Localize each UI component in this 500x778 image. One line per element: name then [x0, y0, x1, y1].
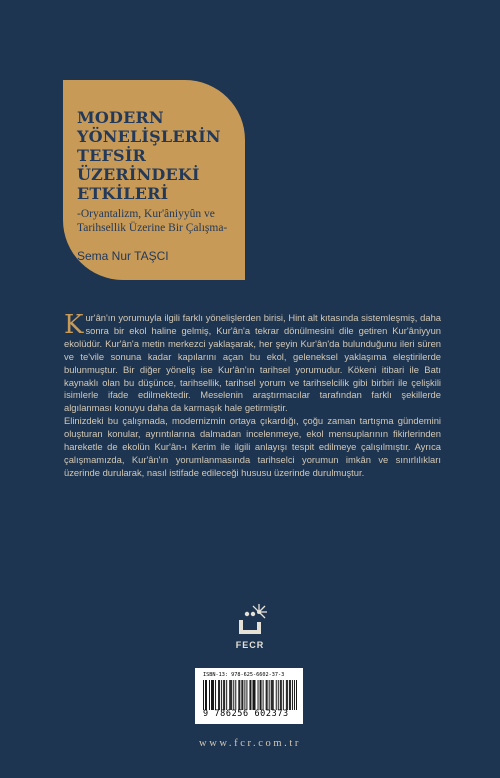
book-title-line-3: TEFSİR [77, 146, 146, 165]
barcode-bars [203, 680, 297, 710]
title-panel [63, 80, 245, 280]
subtitle-line-1: -Oryantalizm, Kur'âniyyûn ve [77, 208, 215, 220]
blurb-paragraph-1 [64, 312, 441, 415]
subtitle-line-2: Tarihsellik Üzerine Bir Çalışma- [77, 222, 228, 234]
publisher-website[interactable]: www.fcr.com.tr [199, 738, 301, 749]
paragraph-1-text: ur'ân'ın yorumuyla ilgili farklı yönelişlerden birisi, Hint alt kıtasında sistemleşmiş, daha sonra bir ekol haline gelmiş, Kur'ân'a tekrar dönülmesini dile getiren Kur'âniyyun ekolüdür. Kur'ân'a metin merkezci yaklaşarak, her şeyin Kur'ân'da bulunduğunu ileri süren ve te'vile sonuna kadar kapılarını açan bu ekol, geleneksel yaklaşıma eleştirilerde bulunmuştur. Bir diğer yöneliş ise Kur'ân'ın tarihsel yorumudur. Kökeni itibari ile Batı kaynaklı olan bu düşünce, tarihsellik, tarihsel yorum ve tarihselcilik gibi birbiri ile çelişkili isimlerle ifade edilmektedir. Meselenin araştırmacılar tarafından farklı şekillerde algılanması konuyu daha da karmaşık hale getirmiştir. [64, 312, 441, 414]
author-name: Sema Nur TAŞCI [77, 249, 169, 263]
book-title-line-4: ÜZERİNDEKİ [77, 165, 200, 184]
blurb [64, 312, 441, 480]
isbn-label: ISBN-13: 978-625-6602-37-3 [203, 672, 285, 678]
book-subtitle [77, 207, 245, 235]
book-title-line-1: MODERN [77, 108, 164, 127]
barcode-number: 9 786256 602373 [203, 709, 289, 719]
publisher-name: FECR [235, 640, 265, 650]
book-title-line-2: YÖNELİŞLERİN [77, 127, 221, 146]
drop-cap: K [64, 310, 84, 340]
barcode [195, 668, 303, 724]
book-title-line-5: ETKİLERİ [77, 184, 169, 203]
blurb-paragraph-2: Elinizdeki bu çalışmada, modernizmin ortaya çıkardığı, çoğu zaman tartışma gündemini oluşturan konular, ayrıntılarına dalmadan incelenmeye, ekol mensuplarının fikirlerinden hareketle de ekolün Kur'ân-ı Kerim ile ilgili anlayışı tespit edilmeye çalışılmıştır. Ayrıca çalışmamızda, Kur'ân'ın yorumlanmasında tarihselci yorumun imkân ve sınırlılıkları üzerinde durularak, nasıl istifade edileceği hususu üzerinde durulmuştur. [64, 415, 441, 478]
